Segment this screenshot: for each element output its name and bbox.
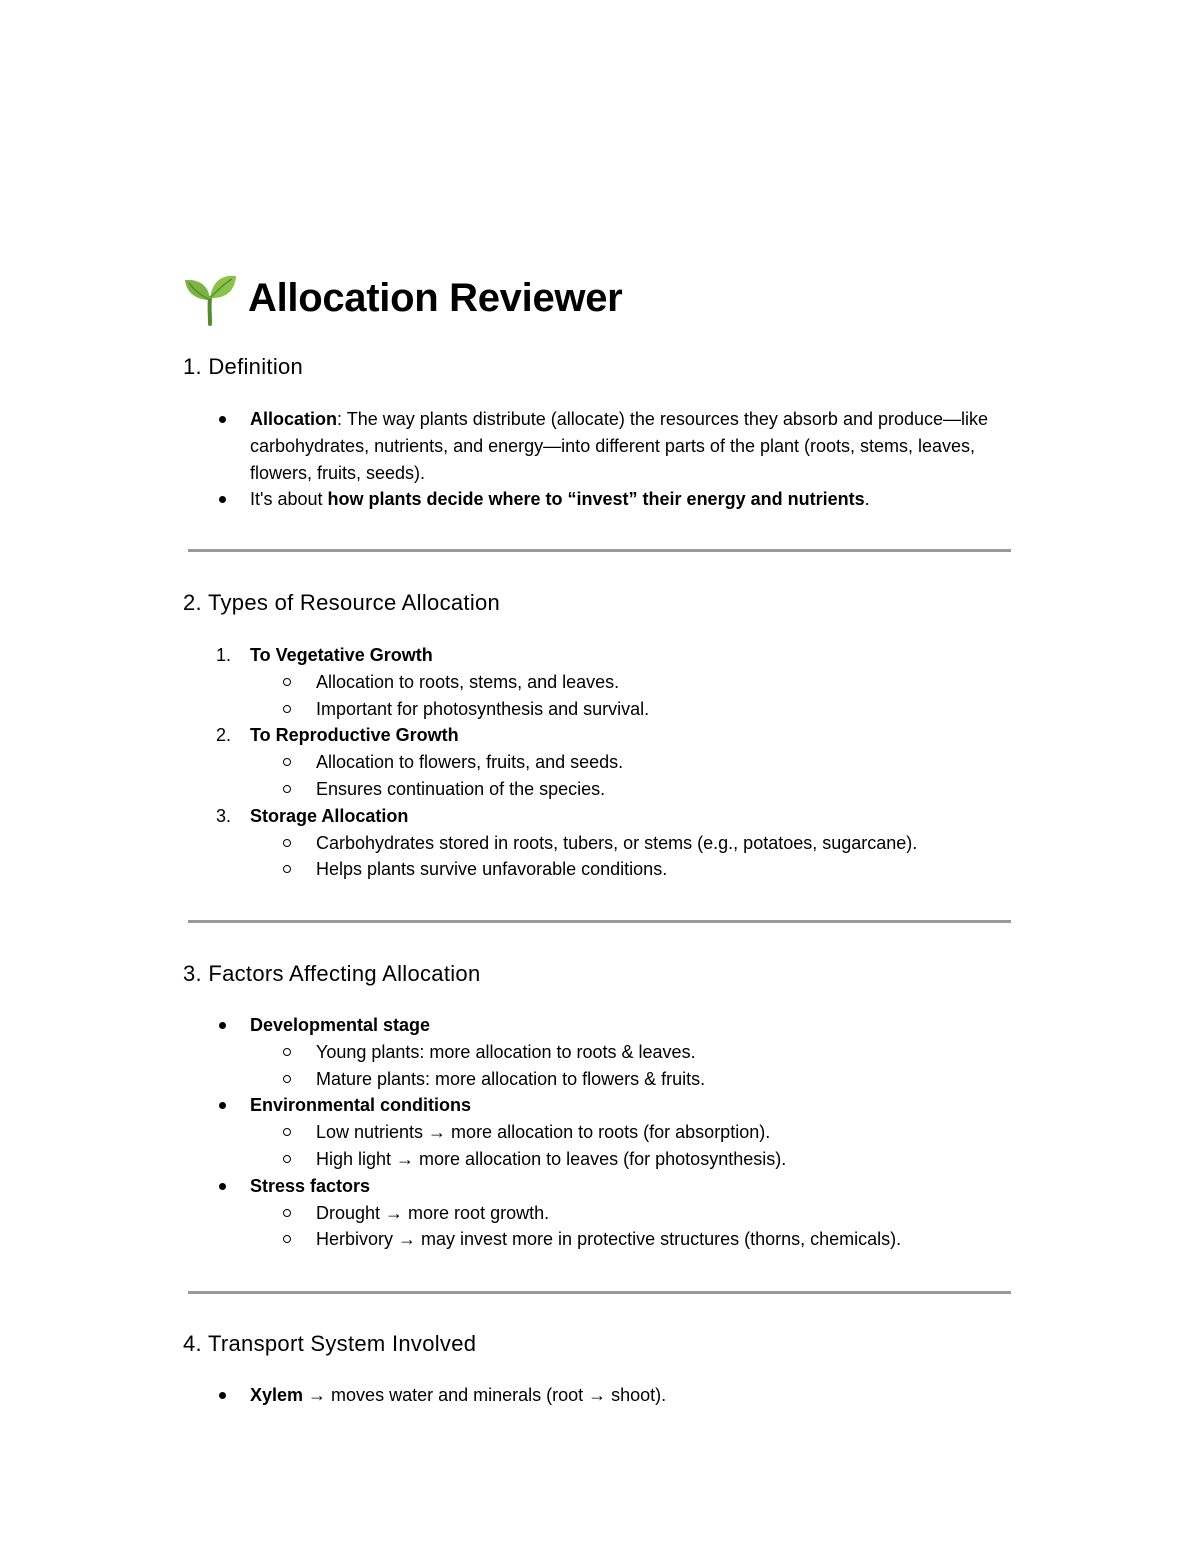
list-item bbox=[183, 803, 1013, 830]
types-list bbox=[183, 642, 1013, 883]
sub-item-text: Helps plants survive unfavorable conditions. bbox=[316, 859, 668, 880]
bullet-circle bbox=[283, 678, 291, 686]
type-label: To Vegetative Growth bbox=[250, 645, 433, 665]
bullet-disc bbox=[219, 496, 226, 503]
list-item bbox=[183, 1092, 1013, 1119]
list-number: 1. bbox=[216, 645, 232, 665]
page-title-text: Allocation Reviewer bbox=[248, 276, 623, 320]
sub-item-text: Allocation to flowers, fruits, and seeds. bbox=[316, 752, 624, 773]
definition-text: : The way plants distribute (allocate) the resources they absorb and produce—like carbohydrates, nutrients, and energy—into different parts of the plant (roots, stems, leaves, flowers, fruits, seeds). bbox=[250, 409, 989, 483]
list-item bbox=[183, 1173, 1013, 1200]
bullet-circle bbox=[283, 1048, 291, 1056]
type-label: Storage Allocation bbox=[250, 805, 409, 826]
sub-list-item bbox=[183, 776, 1013, 803]
bullet-circle bbox=[283, 705, 291, 713]
section-heading-factors: 3. Factors Affecting Allocation bbox=[183, 961, 481, 986]
sub-list-item bbox=[183, 1200, 1013, 1227]
bullet-disc bbox=[219, 416, 226, 423]
bullet-circle bbox=[283, 785, 291, 793]
sub-list-item bbox=[183, 830, 1013, 857]
sub-item-text: Ensures continuation of the species. bbox=[316, 778, 606, 799]
bullet-disc bbox=[219, 1183, 226, 1190]
section-divider bbox=[188, 549, 1011, 552]
term-allocation: Allocation bbox=[250, 409, 338, 429]
term-xylem: Xylem bbox=[250, 1385, 304, 1405]
bullet-circle bbox=[283, 1235, 291, 1243]
item-prefix: It's about bbox=[250, 489, 328, 510]
bullet-circle bbox=[283, 865, 291, 873]
sub-item-text: Herbivory → may invest more in protective structures (thorns, chemicals). bbox=[316, 1229, 902, 1250]
sub-list-item bbox=[183, 1066, 1013, 1093]
bullet-circle bbox=[283, 1075, 291, 1083]
factor-label: Stress factors bbox=[250, 1175, 371, 1196]
list-item bbox=[183, 486, 1013, 513]
bullet-circle bbox=[283, 1155, 291, 1163]
sub-item-text: Carbohydrates stored in roots, tubers, or stems (e.g., potatoes, sugarcane). bbox=[316, 832, 918, 853]
sub-list-item bbox=[183, 669, 1013, 696]
list-item bbox=[183, 1012, 1013, 1039]
sub-item-text: Young plants: more allocation to roots & leaves. bbox=[316, 1041, 696, 1062]
sub-item-text: Allocation to roots, stems, and leaves. bbox=[316, 671, 620, 692]
sub-list-item bbox=[183, 749, 1013, 776]
transport-text: → moves water and minerals (root → shoot). bbox=[303, 1385, 667, 1405]
item-suffix: . bbox=[864, 489, 870, 510]
transport-list bbox=[183, 1382, 1013, 1409]
sub-list-item bbox=[183, 696, 1013, 723]
factor-label: Environmental conditions bbox=[250, 1095, 472, 1116]
sub-list-item bbox=[183, 1226, 1013, 1253]
list-item bbox=[183, 642, 1013, 669]
sub-item-text: High light → more allocation to leaves (for photosynthesis). bbox=[316, 1148, 787, 1169]
page-title bbox=[182, 270, 622, 326]
sub-list-item bbox=[183, 1039, 1013, 1066]
list-item bbox=[183, 1382, 1013, 1409]
list-number: 2. bbox=[216, 725, 232, 746]
item-emphasis: how plants decide where to “invest” their energy and nutrients bbox=[327, 489, 865, 510]
bullet-disc bbox=[219, 1102, 226, 1109]
list-item bbox=[183, 406, 1013, 486]
sub-item-text: Mature plants: more allocation to flowers & fruits. bbox=[316, 1068, 706, 1089]
sub-list-item bbox=[183, 1146, 1013, 1173]
bullet-circle bbox=[283, 1128, 291, 1136]
section-divider bbox=[188, 920, 1011, 923]
bullet-disc bbox=[219, 1392, 226, 1399]
bullet-disc bbox=[219, 1022, 226, 1029]
bullet-circle bbox=[283, 1209, 291, 1217]
sub-list-item bbox=[183, 1119, 1013, 1146]
sub-list-item bbox=[183, 856, 1013, 883]
type-label: To Reproductive Growth bbox=[250, 725, 459, 746]
bullet-circle bbox=[283, 758, 291, 766]
seedling-icon bbox=[182, 270, 238, 326]
section-heading-transport: 4. Transport System Involved bbox=[183, 1331, 477, 1356]
section-heading-types: 2. Types of Resource Allocation bbox=[183, 590, 501, 615]
list-number: 3. bbox=[216, 805, 232, 826]
section-divider bbox=[188, 1291, 1011, 1294]
factors-list bbox=[183, 1012, 1013, 1253]
bullet-circle bbox=[283, 839, 291, 847]
sub-item-text: Drought → more root growth. bbox=[316, 1202, 550, 1223]
factor-label: Developmental stage bbox=[250, 1015, 431, 1035]
sub-item-text: Low nutrients → more allocation to roots (for absorption). bbox=[316, 1122, 771, 1143]
definition-list bbox=[183, 406, 1013, 513]
list-item bbox=[183, 722, 1013, 749]
section-heading-definition: 1. Definition bbox=[183, 354, 304, 379]
sub-item-text: Important for photosynthesis and survival. bbox=[316, 698, 650, 719]
